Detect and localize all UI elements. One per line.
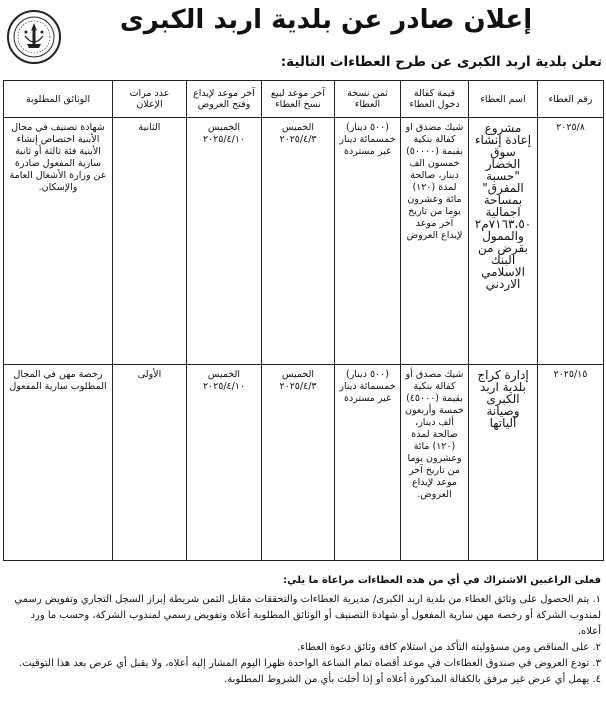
- cell-ad-count: الثانية: [113, 118, 187, 365]
- table-header-row: [4, 81, 604, 118]
- municipality-emblem-icon: [7, 10, 61, 64]
- cell-last-deposit: الخميس ٢٠٢٥/٤/١٠: [187, 118, 262, 365]
- cell-ad-count: الأولى: [113, 365, 187, 561]
- cell-last-sale: الخميس ٢٠٢٥/٤/٣: [262, 365, 335, 561]
- condition-item: ١. يتم الحصول على وثائق العطاء من بلدية اربد الكبرى/ مديرية العطاءات والتحققات مقابل الثمن شريطة إبراز السجل التجاري وتفويض رسمي لمندوب الشركة أو رخصة مهن سارية المفعول أو شهادة التصنيف أو الوثائق المطلوبة أعلاه وتفويض رسمي لمندوب الشركة، وحسب ما ورد أعلاه.: [14, 594, 601, 637]
- cell-guarantee: شيك مصدق أو كفالة بنكية بقيمة (٤٥٠٠٠) خمسة وأربعون ألف دينار، صالحة لمدة (١٢٠) مائة وعشرون يوما من تاريخ آخر موعد لإيداع العروض.: [401, 365, 469, 561]
- cell-docs: رخصة مهن في المجال المطلوب سارية المفعول: [4, 365, 113, 561]
- page-title: إعلان صادر عن بلدية اربد الكبرى: [119, 5, 533, 35]
- cell-last-sale: الخميس ٢٠٢٥/٤/٣: [262, 118, 335, 365]
- header-name: اسم العطاء: [469, 81, 538, 118]
- cell-name: إدارة كراج بلدية اربد الكبرى وصيانة آلياتها: [469, 365, 538, 561]
- cell-number: ٢٠٢٥/٨: [538, 118, 604, 365]
- header-last-deposit: آخر موعد لإيداع وفتح العروض: [187, 81, 262, 118]
- cell-name: مشروع إعادة إنشاء سوق الخضار "حسبة المفرق" بمساحة اجمالية ٧١٦٣،٥٠م٢ والممول بقرض من البنك الاسلامي الاردني: [469, 118, 538, 365]
- header-guarantee: قيمة كفالة دخول العطاء: [401, 81, 469, 118]
- table-row: [4, 365, 604, 561]
- condition-item: ٤. يهمل أي عرض غير مرفق بالكفالة المذكورة أعلاه أو إذا أخلت بأي من الشروط المطلوبة.: [224, 674, 601, 685]
- header-docs: الوثائق المطلوبة: [4, 81, 113, 118]
- emblem-graphic: [11, 14, 57, 60]
- header-last-sale: آخر موعد لبيع نسخ العطاء: [262, 81, 335, 118]
- header-ad-count: عدد مرات الإعلان: [113, 81, 187, 118]
- conditions-section: [5, 573, 601, 688]
- header-number: رقم العطاء: [538, 81, 604, 118]
- cell-price: (٥٠٠ دينار) خمسمائة دينار غير مستردة: [335, 365, 401, 561]
- cell-price: (٥٠٠ دينار) خمسمائة دينار غير مستردة: [335, 118, 401, 365]
- cell-number: ٢٠٢٥/١٥: [538, 365, 604, 561]
- conditions-intro: فعلى الراغبين الاشتراك في أي من هذه العطاءات مراعاة ما يلي:: [283, 575, 601, 586]
- condition-item: ٢. على المناقص ومن مسؤوليته التأكد من استلام كافة وثائق دعوة العطاء.: [297, 642, 601, 653]
- tenders-table: [3, 80, 604, 561]
- cell-docs: شهادة تصنيف في مجال الأبنية اختصاص إنشاء الأبنية فئة ثالثة أو ثانية سارية المفعول صادرة عن وزارة الأشغال العامة والإسكان.: [4, 118, 113, 365]
- page-subtitle: تعلن بلدية اربد الكبرى عن طرح العطاءات التالية:: [280, 54, 602, 70]
- cell-guarantee: شيك مصدق او كفالة بنكية بقيمة (٥٠٠٠٠) خمسون الف دينار، صالحة لمدة (١٢٠) مائة وعشرون يوما من تاريخ آخر موعد لإيداع العروض: [401, 118, 469, 365]
- table-row: [4, 118, 604, 365]
- header-price: ثمن نسخة العطاء: [335, 81, 401, 118]
- condition-item: ٣. تودع العروض في صندوق العطاءات في موعد أقصاه تمام الساعة الواحدة ظهرا اليوم المشار إليه أعلاه، ولا يقبل أي عرض بعد هذا التوقيت.: [18, 658, 601, 669]
- cell-last-deposit: الخميس ٢٠٢٥/٤/١٠: [187, 365, 262, 561]
